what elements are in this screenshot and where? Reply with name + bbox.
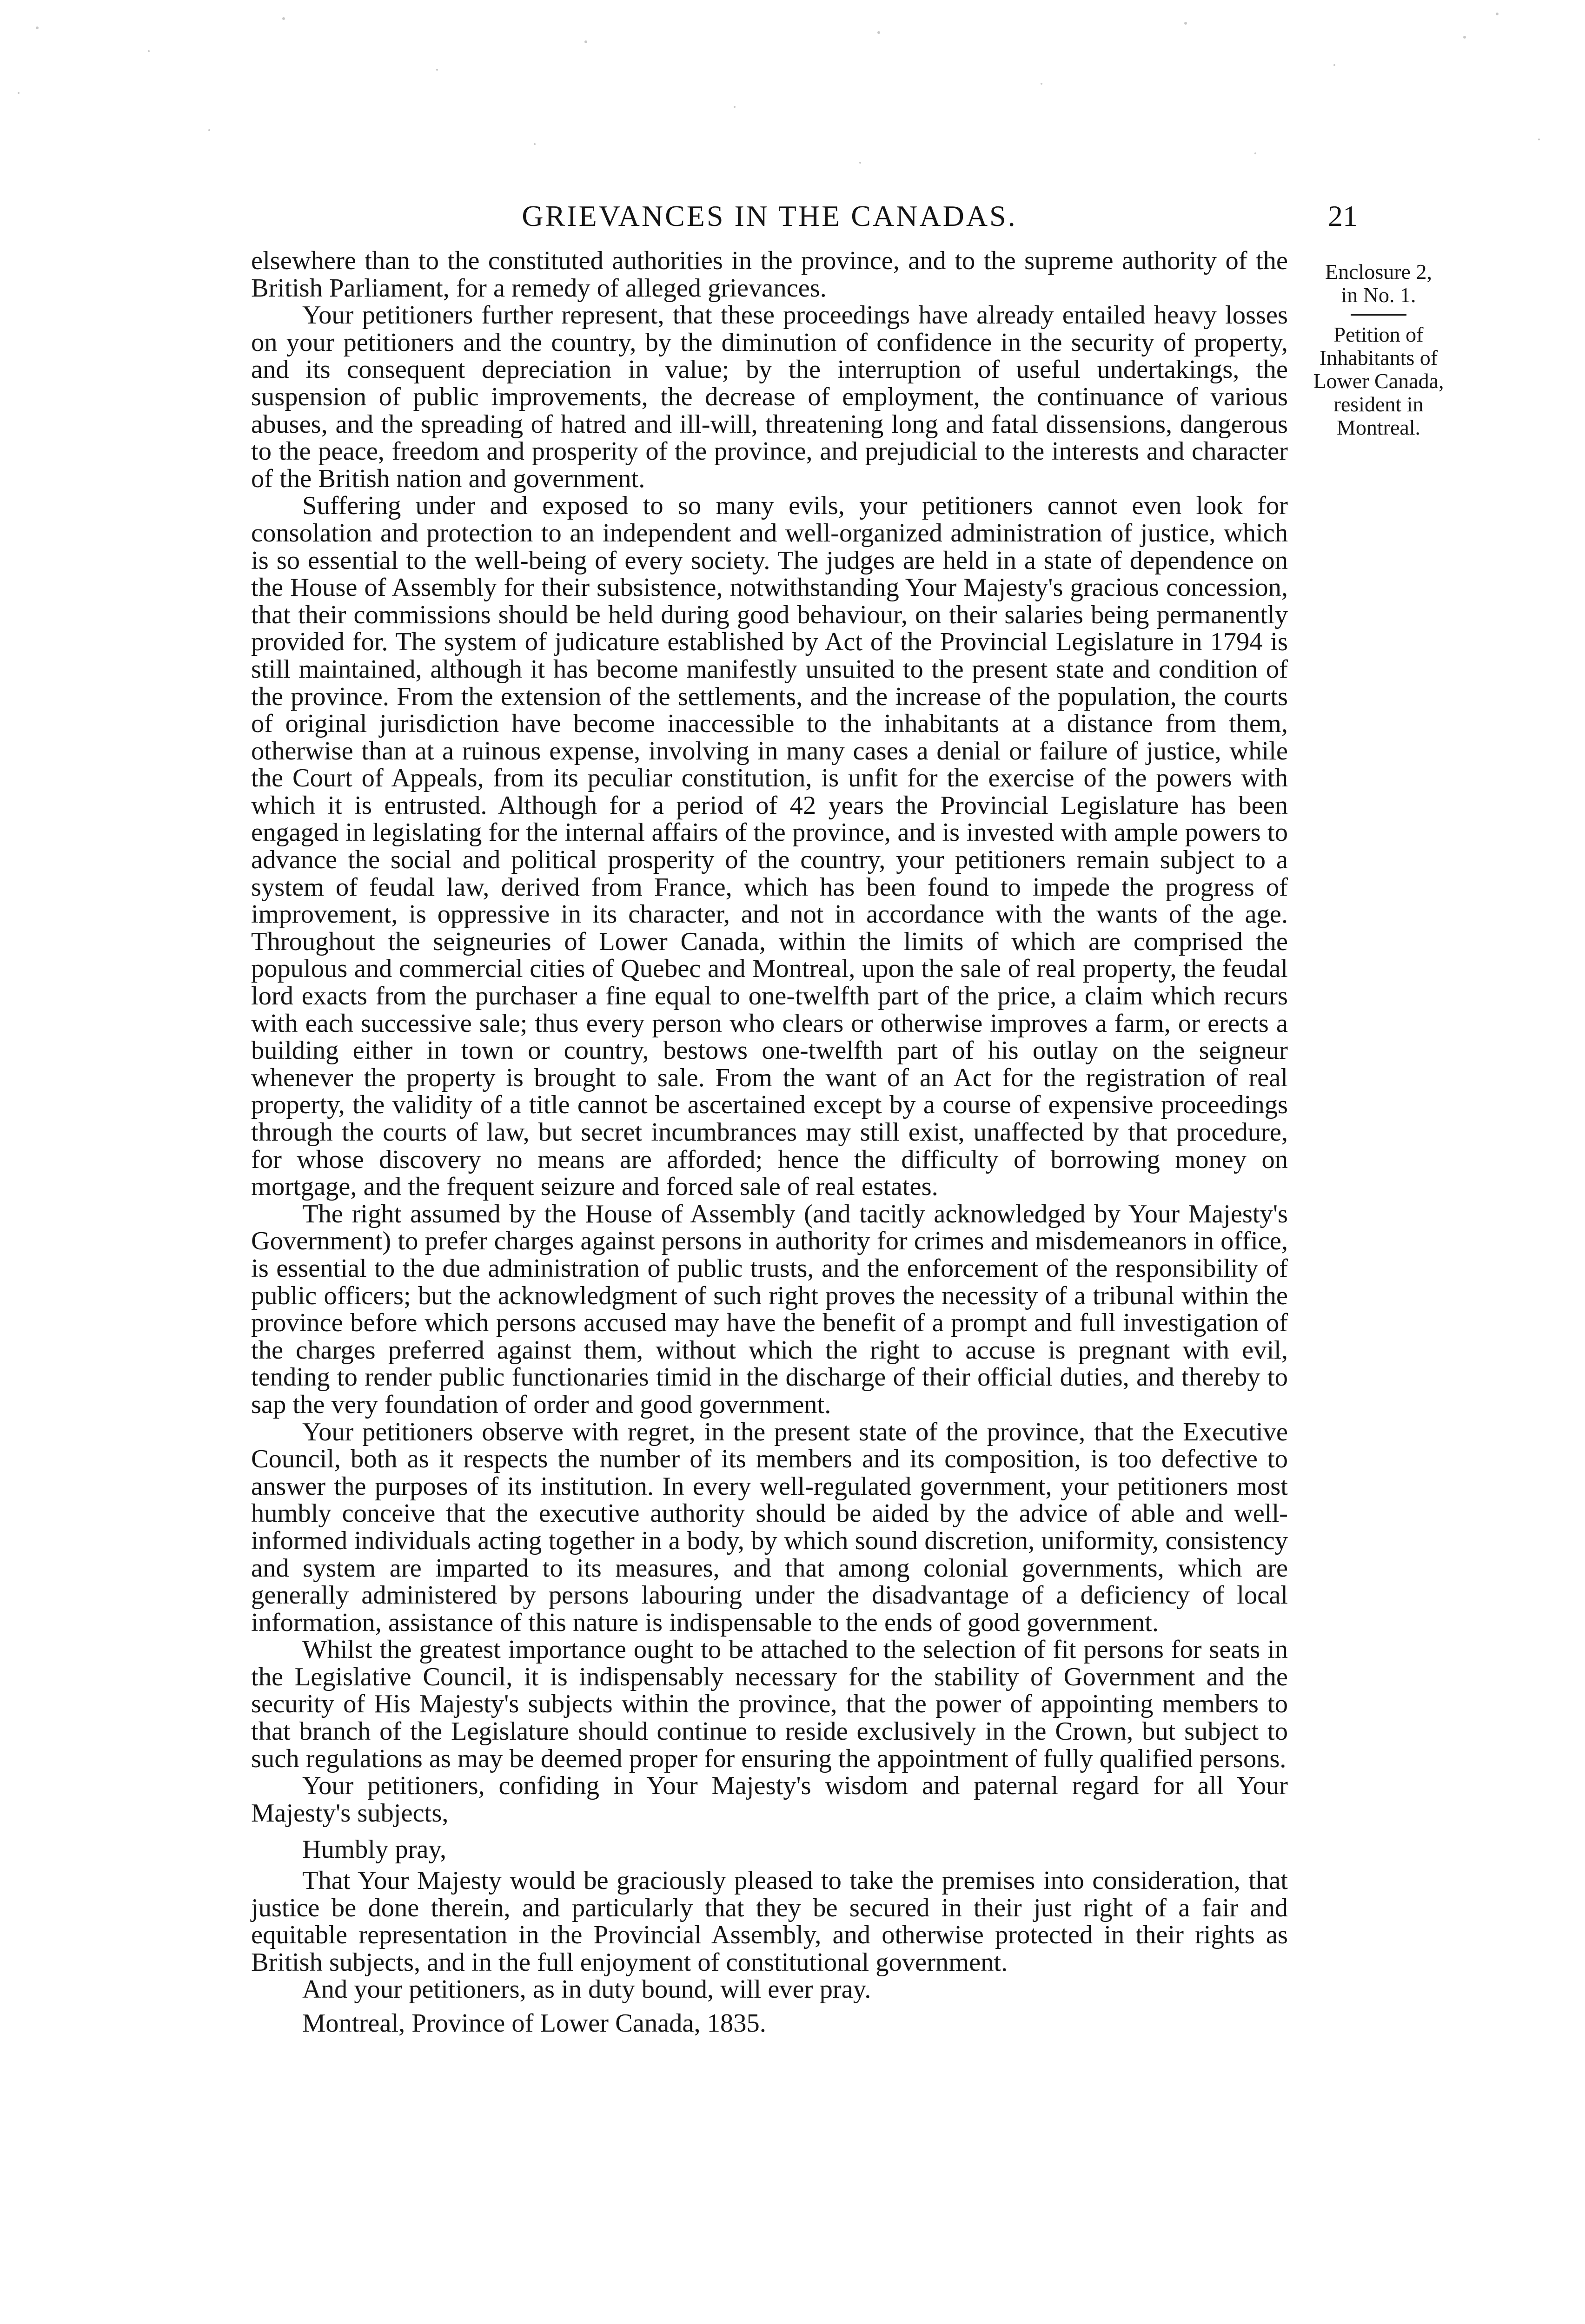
margin-line: Montreal. (1336, 416, 1421, 439)
paragraph-7: Your petitioners, confiding in Your Majesty's wisdom and paternal regard for all Your Majesty's subjects, (251, 1771, 1288, 1828)
paragraph-2: Your petitioners further represent, that these proceedings have already entailed heavy losses on your petitioners and the country, by the diminution of confidence in the security of property, and its consequent depreciation in value; by the interruption of useful undertakings, the suspension of public improvements, the decrease of employment, the continuance of various abuses, and the spreading of hatred and ill-will, threatening long and fatal dissensions, dangerous to the peace, freedom and prosperity of the province, and prejudicial to the interests and character of the British nation and government. (251, 301, 1288, 493)
paper-speckle (0, 0, 1585, 195)
margin-line: Petition of (1333, 323, 1424, 346)
margin-line: Inhabitants of (1319, 346, 1438, 370)
enclosure-ref: Enclosure 2, (1325, 260, 1432, 284)
margin-divider (1351, 314, 1406, 316)
running-title: GRIEVANCES IN THE CANADAS. (522, 199, 1017, 232)
paragraph-5: Your petitioners observe with regret, in the present state of the province, that the Executive Council, both as it respects the number of its members and its composition, is too defective to answer the purposes of its institution. In every well-regulated government, your petitioners most humbly conceive that the executive authority should be aided by the advice of able and well-informed individuals acting together in a body, by which sound discretion, uniformity, consistency and system are imparted to its measures, and that among colonial governments, which are generally administered by persons labouring under the disadvantage of a deficiency of local information, assistance of this nature is indispensable to the ends of good government. (251, 1417, 1288, 1637)
enclosure-no: in No. 1. (1341, 283, 1416, 307)
place-date: Montreal, Province of Lower Canada, 1835. (302, 2009, 766, 2038)
margin-note (1302, 260, 1455, 439)
paragraph-1: elsewhere than to the constituted authorities in the province, and to the supreme authority of the British Parliament, for a remedy of alleged grievances. (251, 246, 1288, 303)
petition-body (251, 247, 1288, 2037)
page-number: 21 (1328, 199, 1358, 232)
paragraph-3: Suffering under and exposed to so many evils, your petitioners cannot even look for consolation and protection to an independent and well-organized administration of justice, which is so essential to the well-being of every society. The judges are held in a state of dependence on the House of Assembly for their subsistence, notwithstanding Your Majesty's gracious concession, that their commissions should be held during good behaviour, on their salaries being permanently provided for. The system of judicature established by Act of the Provincial Legislature in 1794 is still maintained, although it has become manifestly unsuited to the present state and condition of the province. From the extension of the settlements, and the increase of the population, the courts of original jurisdiction have become inaccessible to the inhabitants at a distance from them, otherwise than at a ruinous expense, involving in many cases a denial or failure of justice, while the Court of Appeals, from its peculiar constitution, is unfit for the exercise of the powers with which it is entrusted. Although for a period of 42 years the Provincial Legislature has been engaged in legislating for the internal affairs of the province, and is invested with ample powers to advance the social and political prosperity of the country, your petitioners remain subject to a system of feudal law, derived from France, which has been found to impede the progress of improvement, is oppressive in its character, and not in accordance with the wants of the age. Throughout the seigneuries of Lower Canada, within the limits of which are comprised the populous and commercial cities of Quebec and Montreal, upon the sale of real property, the feudal lord exacts from the purchaser a fine equal to one-twelfth part of the price, a claim which recurs with each successive sale; thus every person who clears or otherwise improves a farm, or erects a building either in town or country, bestows one-twelfth part of his outlay on the seigneur whenever the property is brought to sale. From the want of an Act for the registration of real property, the validity of a title cannot be ascertained except by a course of expensive proceedings through the courts of law, but secret incumbrances may still exist, unaffected by that procedure, for whose discovery no means are afforded; hence the difficulty of borrowing money on mortgage, and the frequent seizure and forced sale of real estates. (251, 491, 1288, 1202)
humbly-pray: Humbly pray, (302, 1835, 447, 1864)
page-header (251, 194, 1358, 245)
prayer-paragraph: That Your Majesty would be graciously pleased to take the premises into consideration, that justice be done therein, and particularly that they be secured in their just right of a fair and equitable representation in the Provincial Assembly, and otherwise protected in their rights as British subjects, and in the full enjoyment of constitutional government. (251, 1866, 1288, 1977)
paragraph-6: Whilst the greatest importance ought to be attached to the selection of fit persons for seats in the Legislative Council, it is indispensably necessary for the stability of Government and the security of His Majesty's subjects within the province, that the power of appointing members to that branch of the Legislature should continue to reside exclusively in the Crown, but subject to such regulations as may be deemed proper for ensuring the appointment of fully qualified persons. (251, 1635, 1288, 1773)
margin-line: resident in (1333, 392, 1424, 416)
paragraph-4: The right assumed by the House of Assembly (and tacitly acknowledged by Your Majesty's Government) to prefer charges against persons in authority for crimes and misdemeanors in office, is essential to the due administration of public trusts, and the enforcement of the responsibility of public officers; but the acknowledgment of such right proves the necessity of a tribunal within the province before which persons accused may have the benefit of a prompt and full investigation of the charges preferred against them, without which the right to accuse is pregnant with evil, tending to render public functionaries timid in the discharge of their official duties, and thereby to sap the very foundation of order and good government. (251, 1199, 1288, 1419)
closing-line: And your petitioners, as in duty bound, will ever pray. (302, 1975, 871, 2004)
margin-line: Lower Canada, (1313, 369, 1444, 393)
